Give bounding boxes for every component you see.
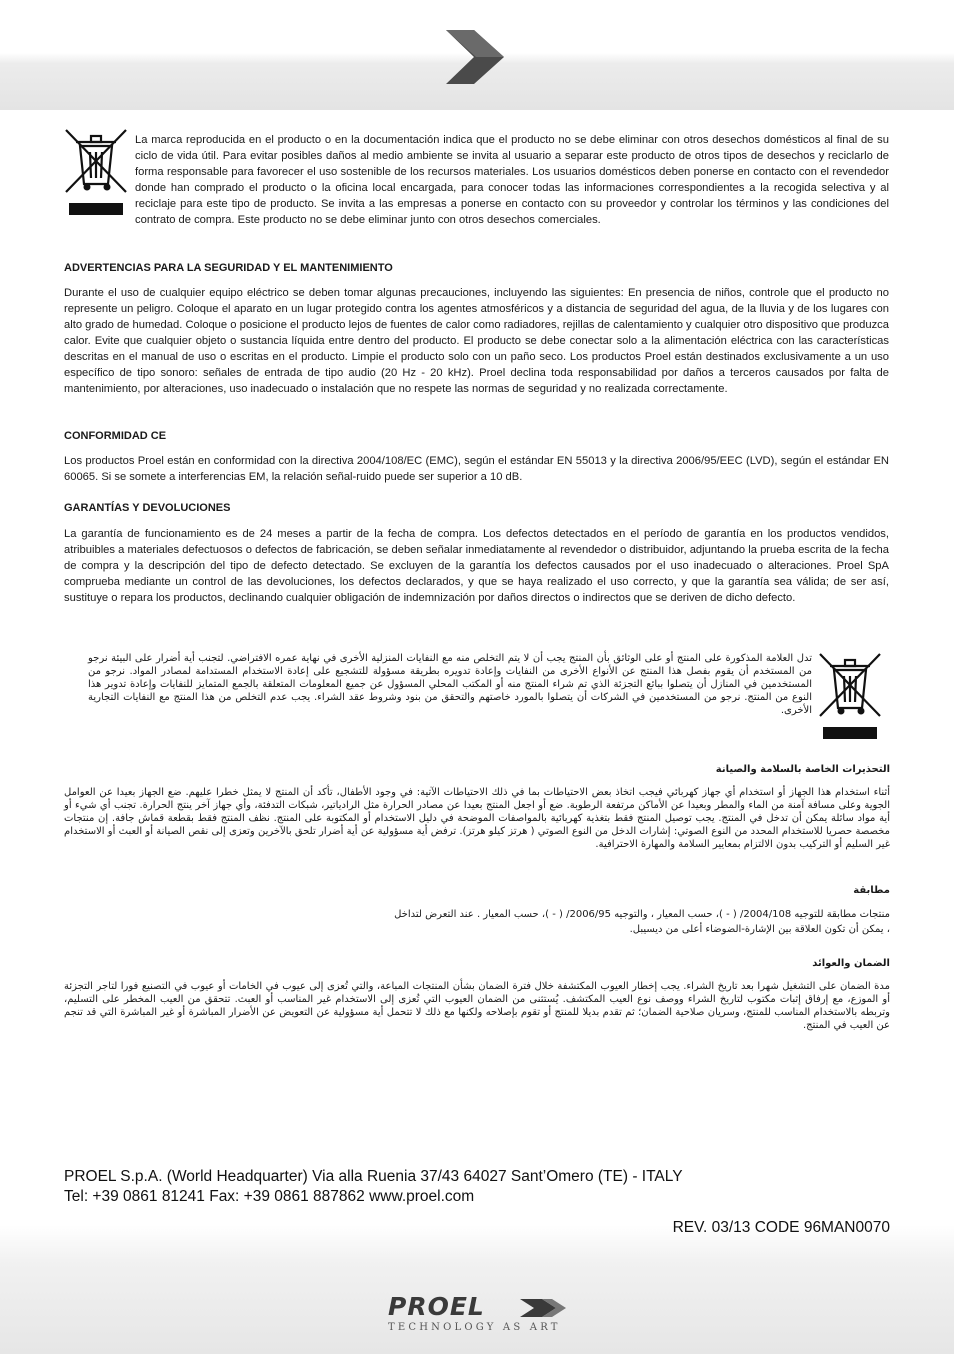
safety-heading-es: ADVERTENCIAS PARA LA SEGURIDAD Y EL MANTENIMIENTO [64, 262, 393, 274]
logo-arrow-icon [520, 1297, 566, 1319]
revision-code: REV. 03/13 CODE 96MAN0070 [672, 1219, 890, 1236]
safety-text-ar: أثناء استخدام هذا الجهاز أو استخدام أي جهاز كهربائي فيجب اتخاذ بعض الاحتياطات بما في ذلك الاحتياطات الآتية: في وجود الأطفال، تأكد أن المنتج لا يمثل خطرا عليهم. ضع الجهاز بعيدا عن العوامل الجوية وعلى مسافة آمنة من الماء والمطر وبعيدا عن الأماكن مرتفعة الرطوبة. ضع أو اجعل المنتج بعيدا عن مصادر الحرارة مثل الرادياتير، شبكات التدفئة، وأي جهاز آخر ينتج الحرارة. تجنب أي شيء أو أية مواد سائلة يمكن أن تدخل في المنتج. يجب توصيل المنتج فقط بتغذية كهربائية بالمواصفات الموضحة في دليل الاستخدام أو المكتوبة على المنتج. نظف المنتج فقط بقطعة قماش جافة. إن منتجات مخصصة حصريا للاستخدام المحدد من النوع الصوتي: إشارات الدخل من النوع الصوتي ( هرتز كيلو هرتز). ترفض أية مسؤولية عن أية أضرار تلحق بالآخرين وتعزى إلى نقص الصيانة أو العبث أو الاستخدام غير السليم أو التركيب بدون الالتزام بمعايير السلامة والمهارة الاحترافية. [64, 787, 890, 850]
chevron-right-icon [440, 30, 510, 84]
footer-band [0, 1225, 954, 1354]
warranty-heading-ar: الضمان والعوائد [812, 958, 890, 969]
company-contact: Tel: +39 0861 81241 Fax: +39 0861 887862 www.proel.com [64, 1188, 475, 1205]
logo-wordmark: PROEL [388, 1292, 485, 1321]
safety-heading-ar: التحذيرات الخاصة بالسلامة والصيانة [715, 764, 890, 775]
safety-text-es: Durante el uso de cualquier equipo eléctrico se deben tomar algunas precauciones, incluyendo las siguientes: En presencia de niños, controle que el producto no represente un peligro. Coloque el aparato en un lugar protegido contra los agentes atmosféricos y a distancia de seguridad del agua, de la lluvia y de los lugares con alto grado de humedad. Coloque o posicione el producto lejos de fuentes de calor como radiadores, rejillas de calentamiento y cualquier otro dispositivo que produzca calor. Evite que cualquier objeto o sustancia líquida entre dentro del producto. El producto se debe conectar solo a la alimentación eléctrica con las características descritas en el manual de uso o escritas en el producto. Limpie el producto solo con un paño seco. Los productos Proel están destinados exclusivamente a un uso específico de tipo sonoro: señales de entrada de tipo audio (20 Hz - 20 kHz). Proel declina toda responsabilidad por daños a terceros causados por falta de mantenimiento, por alteraciones, uso inadecuado o instalación que no respete las normas de seguridad y no realizada correctamente. [64, 287, 889, 395]
company-address: PROEL S.p.A. (World Headquarter) Via alla Ruenia 37/43 64027 Sant’Omero (TE) - ITALY [64, 1168, 683, 1185]
weee-bin-icon-ar [818, 652, 882, 744]
weee-text-ar: تدل العلامة المذكورة على المنتج أو على الوثائق بأن المنتج يجب أن لا يتم التخلص منه مع النفايات المنزلية الأخرى في نهاية عمره الافتراضي. لتجنب أية أضرار على البيئة نرجو من المستخدم أن يقوم بفصل هذا المنتج عن الأنواع الأخرى من النفايات وإعادة تدويره بطريقة مسؤولة للتشجيع على إعادة الاستخدام المستدامة لمصادر المواد. نرجو من المستخدمين في المنازل أن يتصلوا ببائع التجزئة الذي تم شراء المنتج منه أو المكتب المحلي المسؤول عن جميع المعلومات المتعلقة بالجمع المتمايز للنفايات وإعادة تدوير هذا النوع من المنتج. نرجو من المستخدمين في الشركات أن يتصلوا بالمورد خاصتهم والتحقق من بنود وشروط عقد الشراء. يجب عدم التخلص من هذا المنتج مع النفايات التجارية الأخرى. [88, 653, 812, 716]
weee-bin-icon [64, 128, 128, 220]
ce-text-es: Los productos Proel están en conformidad con la directiva 2004/108/EC (EMC), según el estándar EN 55013 y la directiva 2006/95/EEC (LVD), según el estándar EN 60065. Si se somete a interferencias EM, la relación señal-ruido puede ser superior a 10 dB. [64, 455, 889, 483]
warranty-heading-es: GARANTÍAS Y DEVOLUCIONES [64, 502, 231, 514]
ce-text-ar-line1: منتجات مطابقة للتوجيه 2004/108/ ( - )، حسب المعيار ، والتوجيه 2006/95/ ( - )، حسب المعيار . عند التعرض لتداخل [394, 909, 890, 920]
logo-tagline: TECHNOLOGY AS ART [388, 1322, 561, 1333]
warranty-text-es: La garantía de funcionamiento es de 24 meses a partir de la fecha de compra. Los defectos detectados en el período de garantía en los productos vendidos, atribuibles a materiales defectuosos o defectos de fabricación, se deben señalar inmediatamente al revendedor o distribuidor, adjuntando la prueba escrita de la fecha de compra y la descripción del tipo de defecto detectado. Se excluyen de la garantía los defectos causados por el uso inadecuado o alteraciones. Proel SpA comprueba mediante un control de las devoluciones, los defectos declarados, y que se haya realizado el uso correcto, y que la garantía sea válida; de ser así, sustituye o repara los productos, declinando cualquier obligación de indemnización por daños directos o indirectos que se deriven de dicho defecto. [64, 528, 889, 604]
ce-text-ar-line2: ، يمكن أن تكون العلاقة بين الإشارة-الضوضاء أعلى من ديسيبل. [629, 924, 890, 935]
ce-heading-ar: مطابقة [853, 885, 890, 896]
weee-text-es: La marca reproducida en el producto o en la documentación indica que el producto no se debe eliminar con otros desechos domésticos al final de su ciclo de vida útil. Para evitar posibles daños al medio ambiente se invita al usuario a separar este producto de otros tipos de desechos y reciclarlo de forma responsable para favorecer el uso sostenible de los recursos materiales. Los usuarios domésticos deben ponerse en contacto con el revendedor donde han comprado el producto o la oficina local encargada, para conocer todas las informaciones correspondientes a la recogida selectiva y al reciclaje para este tipo de producto. Se invita a las empresas a ponerse en contacto con su proveedor y controlar los términos y las condiciones del contrato de compra. Este producto no se debe eliminar junto con otros desechos comerciales. [135, 134, 889, 226]
ce-heading-es: CONFORMIDAD CE [64, 430, 167, 442]
warranty-text-ar: مدة الضمان على التشغيل شهرا بعد تاريخ الشراء. يجب إخطار العيوب المكتشفة خلال فترة الضمان بشأن المنتجات المباعة، والتي تُعزى إلى عيوب في الخامات أو عيوب في التصنيع فورا لتاجر التجزئة أو الموزع، مع إرفاق إثبات مكتوب لتاريخ الشراء ووصف نوع العيب المكتشف. يُستثنى من الضمان العيوب التي تُعزى إلى الاستخدام غير المناسب أو العبث. تتحقق من العيب المخطر على التسليم، وتربطه بالاستخدام المناسب للمنتج، وسريان صلاحية الضمان؛ ثم تقدم بديلا للمنتج أو تقوم بإصلاحه ولكنها مع ذلك لا تتحمل أية مسؤولية عن التعويض عن الأضرار المباشرة أو غير المباشرة التي قد تنجم عن العيب في المنتج. [64, 981, 890, 1031]
